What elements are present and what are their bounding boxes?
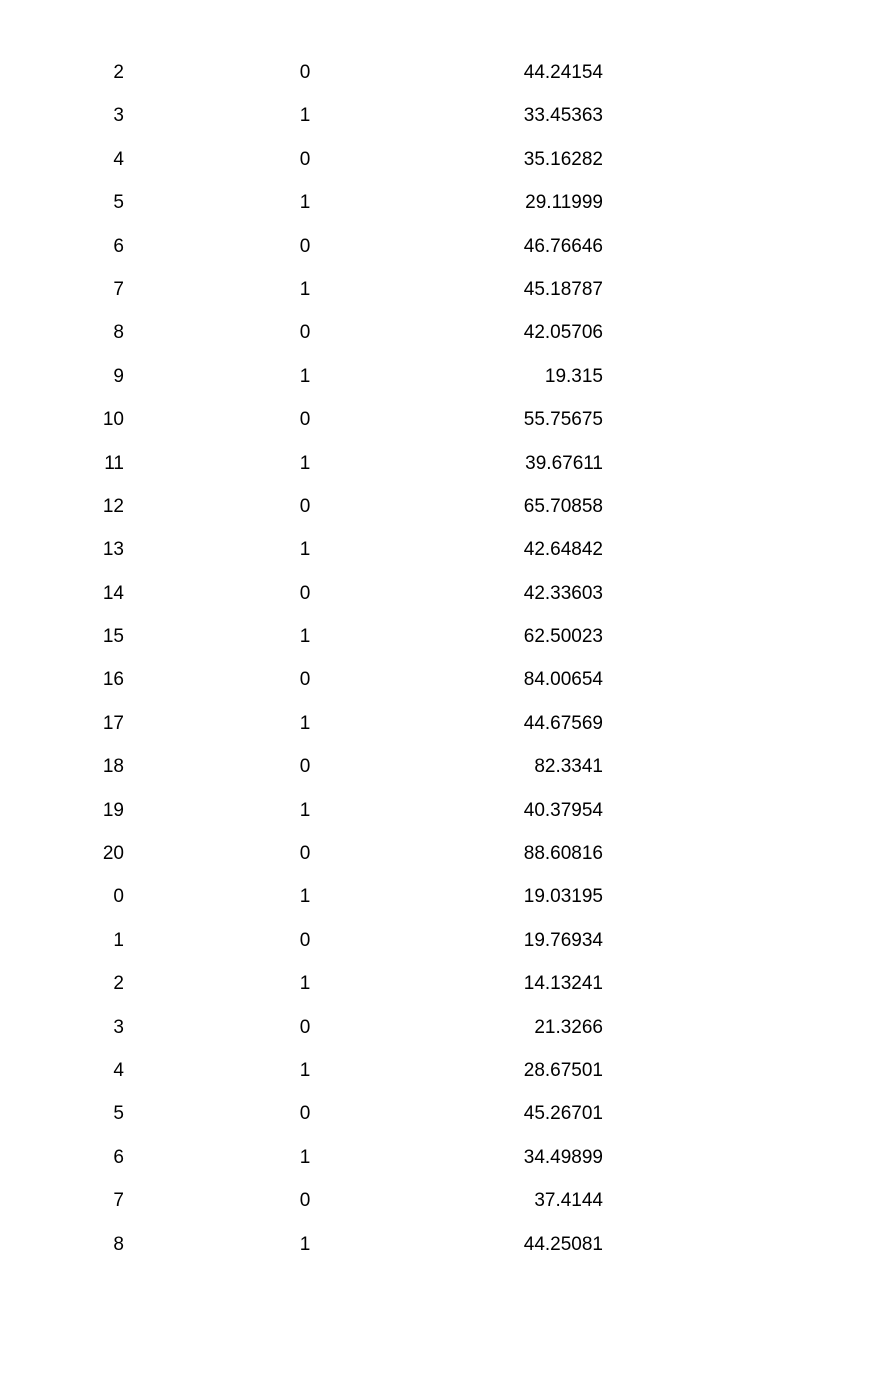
index-cell: 5	[113, 1103, 124, 1125]
value-cell: 33.45363	[523, 105, 603, 127]
value-cell: 42.64842	[523, 539, 603, 561]
flag-cell: 1	[299, 799, 311, 821]
value-cell: 82.3341	[534, 756, 603, 778]
table-row	[0, 962, 871, 1005]
value-cell: 34.49899	[523, 1146, 603, 1168]
value-cell: 46.76646	[523, 235, 603, 257]
index-cell: 2	[113, 973, 124, 995]
value-cell: 55.75675	[523, 409, 603, 431]
value-cell: 42.05706	[523, 322, 603, 344]
value-cell: 44.25081	[523, 1233, 603, 1255]
index-cell: 0	[113, 886, 124, 908]
flag-cell: 0	[299, 409, 311, 431]
flag-cell: 0	[299, 582, 311, 604]
flag-cell: 1	[299, 452, 311, 474]
flag-cell: 0	[299, 235, 311, 257]
flag-cell: 1	[299, 278, 311, 300]
table-row	[0, 528, 871, 571]
flag-cell: 1	[299, 626, 311, 648]
index-cell: 5	[113, 192, 124, 214]
flag-cell: 0	[299, 1103, 311, 1125]
index-cell: 9	[113, 365, 124, 387]
table-row	[0, 355, 871, 398]
index-cell: 3	[113, 105, 124, 127]
flag-cell: 1	[299, 365, 311, 387]
value-cell: 84.00654	[523, 669, 603, 691]
table-row	[0, 572, 871, 615]
index-cell: 7	[113, 278, 124, 300]
flag-cell: 1	[299, 539, 311, 561]
index-cell: 1	[113, 929, 124, 951]
index-cell: 18	[102, 756, 124, 778]
table-row	[0, 919, 871, 962]
index-cell: 17	[102, 712, 124, 734]
index-cell: 10	[102, 409, 124, 431]
value-cell: 19.315	[544, 365, 603, 387]
flag-cell: 0	[299, 669, 311, 691]
index-cell: 19	[102, 799, 124, 821]
table-row	[0, 875, 871, 918]
table-row	[0, 94, 871, 137]
flag-cell: 0	[299, 148, 311, 170]
table-row	[0, 1006, 871, 1049]
table-row	[0, 745, 871, 788]
flag-cell: 1	[299, 192, 311, 214]
data-table	[0, 51, 871, 1266]
flag-cell: 1	[299, 105, 311, 127]
value-cell: 35.16282	[523, 148, 603, 170]
value-cell: 42.33603	[523, 582, 603, 604]
flag-cell: 0	[299, 1190, 311, 1212]
value-cell: 62.50023	[523, 626, 603, 648]
value-cell: 19.76934	[523, 929, 603, 951]
flag-cell: 1	[299, 886, 311, 908]
value-cell: 45.26701	[523, 1103, 603, 1125]
table-row	[0, 1179, 871, 1222]
flag-cell: 0	[299, 495, 311, 517]
flag-cell: 1	[299, 973, 311, 995]
value-cell: 28.67501	[523, 1059, 603, 1081]
index-cell: 11	[104, 452, 124, 474]
value-cell: 37.4144	[534, 1190, 603, 1212]
value-cell: 14.13241	[523, 973, 603, 995]
value-cell: 19.03195	[523, 886, 603, 908]
table-row	[0, 615, 871, 658]
flag-cell: 0	[299, 756, 311, 778]
table-row	[0, 311, 871, 354]
flag-cell: 1	[299, 1059, 311, 1081]
flag-cell: 0	[299, 843, 311, 865]
table-row	[0, 138, 871, 181]
index-cell: 3	[113, 1016, 124, 1038]
table-row	[0, 702, 871, 745]
table-row	[0, 268, 871, 311]
value-cell: 44.67569	[523, 712, 603, 734]
index-cell: 16	[102, 669, 124, 691]
table-row	[0, 398, 871, 441]
flag-cell: 1	[299, 1146, 311, 1168]
flag-cell: 1	[299, 1233, 311, 1255]
value-cell: 39.67611	[525, 452, 603, 474]
flag-cell: 1	[299, 712, 311, 734]
value-cell: 44.24154	[523, 62, 603, 83]
table-row	[0, 485, 871, 528]
index-cell: 20	[102, 843, 124, 865]
index-cell: 8	[113, 1233, 124, 1255]
index-cell: 7	[113, 1190, 124, 1212]
value-cell: 21.3266	[534, 1016, 603, 1038]
table-row	[0, 1049, 871, 1092]
flag-cell: 0	[299, 62, 311, 83]
index-cell: 12	[102, 495, 124, 517]
value-cell: 40.37954	[523, 799, 603, 821]
index-cell: 4	[113, 148, 124, 170]
value-cell: 45.18787	[523, 278, 603, 300]
value-cell: 29.11999	[525, 192, 603, 214]
index-cell: 2	[113, 62, 124, 83]
table-row	[0, 442, 871, 485]
value-cell: 65.70858	[523, 495, 603, 517]
index-cell: 15	[102, 626, 124, 648]
table-row	[0, 1136, 871, 1179]
table-row	[0, 789, 871, 832]
value-cell: 88.60816	[523, 843, 603, 865]
table-row	[0, 658, 871, 701]
index-cell: 13	[102, 539, 124, 561]
flag-cell: 0	[299, 322, 311, 344]
index-cell: 14	[102, 582, 124, 604]
table-row	[0, 181, 871, 224]
flag-cell: 0	[299, 1016, 311, 1038]
index-cell: 6	[113, 1146, 124, 1168]
table-row	[0, 1223, 871, 1266]
flag-cell: 0	[299, 929, 311, 951]
table-row	[0, 225, 871, 268]
table-row	[0, 1092, 871, 1135]
table-row	[0, 51, 871, 94]
index-cell: 6	[113, 235, 124, 257]
index-cell: 8	[113, 322, 124, 344]
index-cell: 4	[113, 1059, 124, 1081]
table-row	[0, 832, 871, 875]
